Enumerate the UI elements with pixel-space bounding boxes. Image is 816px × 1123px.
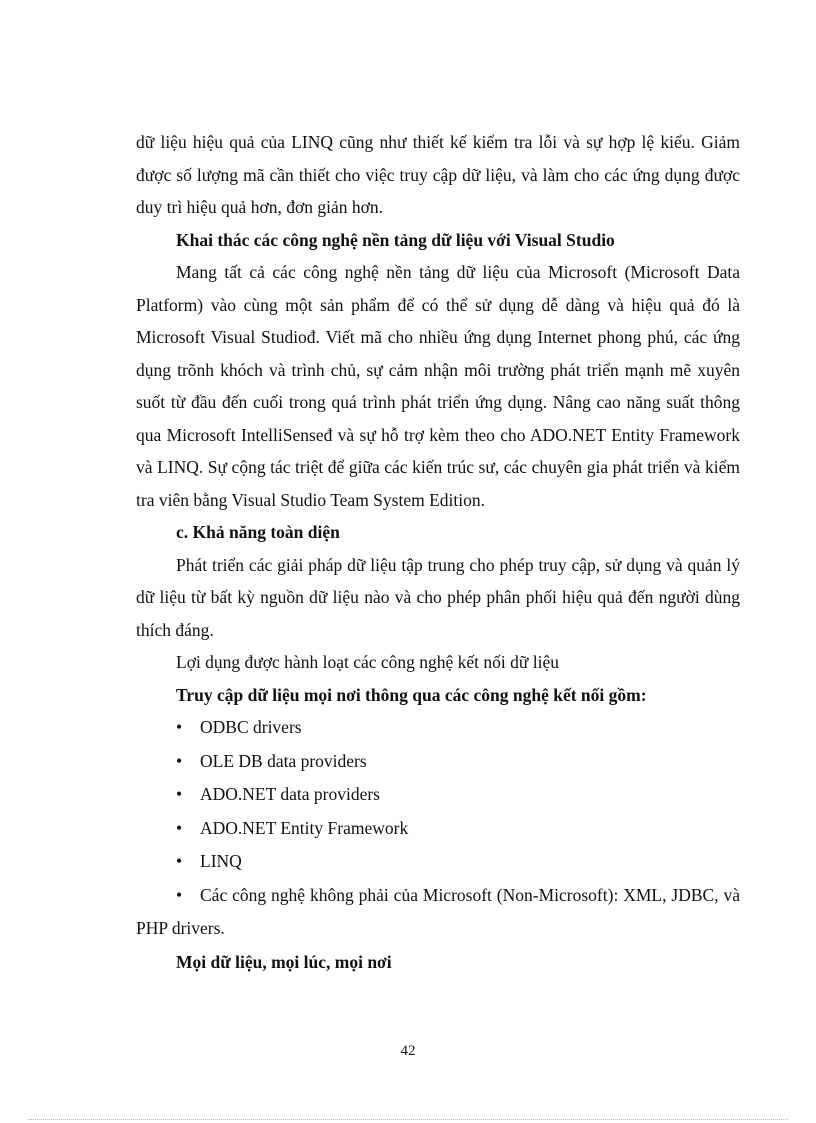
- list-item: [136, 745, 740, 779]
- bullet-icon: •: [176, 784, 183, 804]
- bullet-icon: •: [176, 717, 183, 737]
- list-item-text: OLE DB data providers: [200, 750, 367, 771]
- bullet-icon: •: [176, 817, 183, 838]
- heading-comprehensive: c. Khả năng toàn diện: [176, 522, 340, 542]
- list-item-text: ODBC drivers: [200, 717, 302, 737]
- list-item: [136, 879, 740, 946]
- heading-any-data: Mọi dữ liệu, mọi lúc, mọi nơi: [176, 951, 392, 972]
- bullet-icon: •: [176, 884, 183, 905]
- footer-divider: [28, 1119, 788, 1120]
- list-item-text: LINQ: [200, 851, 242, 871]
- list-item-text: ADO.NET Entity Framework: [200, 817, 409, 838]
- list-item: [136, 711, 740, 745]
- paragraph-data-platform: Mang tất cả các công nghệ nền tảng dữ liệu của Microsoft (Microsoft Data Platform) vào cùng một sản phẩm để có thể sử dụng dễ dàng và hiệu quả đó là Microsoft Visual Studiođ. Viết mã cho nhiều ứng dụng Internet phong phú, các ứng dụng trõnh khóch và trình chủ, sự cảm nhận môi trường phát triển mạnh mẽ xuyên suốt từ đầu đến cuối trong quá trình phát triển ứng dụng. Nâng cao năng suất thông qua Microsoft IntelliSenseđ và sự hỗ trợ kèm theo cho ADO.NET Entity Framework và LINQ. Sự cộng tác triệt để giữa các kiến trúc sư, các chuyên gia phát triển và kiểm tra viên bằng Visual Studio Team System Edition.: [136, 262, 740, 510]
- list-item: [136, 778, 740, 812]
- bullet-icon: •: [176, 851, 183, 871]
- page-body: [136, 126, 740, 978]
- list-item-text: Các công nghệ không phải của Microsoft (Non-Microsoft): XML, JDBC, và PHP drivers.: [136, 884, 740, 938]
- heading-visual-studio: Khai thác các công nghệ nền tảng dữ liệu với Visual Studio: [176, 229, 615, 250]
- list-item: [136, 845, 740, 879]
- paragraph-linq-benefits: dữ liệu hiệu quả của LINQ cũng như thiết kế kiểm tra lỗi và sự hợp lệ kiểu. Giảm được số lượng mã cần thiết cho việc truy cập dữ liệu, và làm cho các ứng dụng được duy trì hiệu quả hơn, đơn giản hơn.: [136, 132, 740, 217]
- paragraph-data-solutions: Phát triển các giải pháp dữ liệu tập trung cho phép truy cập, sử dụng và quản lý dữ liệu từ bất kỳ nguồn dữ liệu nào và cho phép phân phối hiệu quả đến người dùng thích đáng.: [136, 554, 740, 640]
- heading-data-access: Truy cập dữ liệu mọi nơi thông qua các công nghệ kết nối gồm:: [176, 684, 647, 705]
- page-number: 42: [400, 1043, 416, 1059]
- list-item: [136, 812, 740, 846]
- bullet-icon: •: [176, 750, 183, 771]
- paragraph-connectivity: Lợi dụng được hành loạt các công nghệ kết nối dữ liệu: [176, 652, 560, 672]
- list-item-text: ADO.NET data providers: [200, 784, 380, 804]
- connectivity-list: [136, 711, 740, 946]
